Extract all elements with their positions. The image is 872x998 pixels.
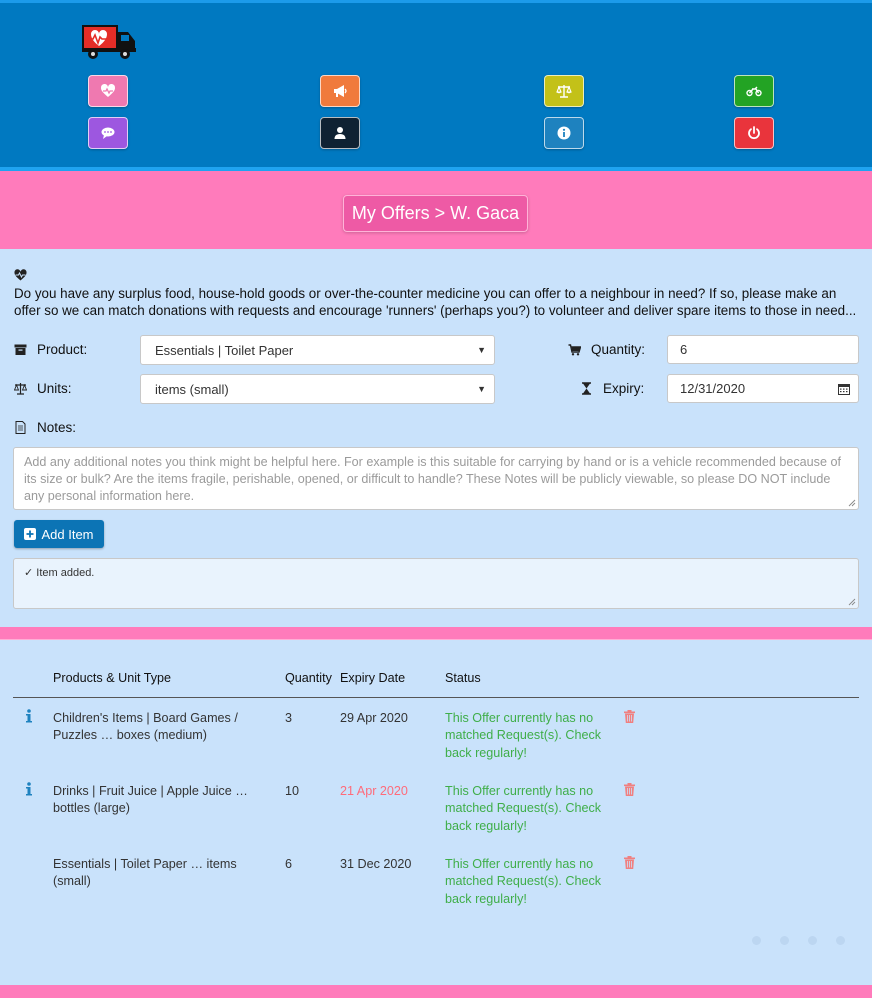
column-header-quantity: Quantity — [285, 671, 332, 685]
pager-dot[interactable] — [808, 936, 817, 945]
quantity-input-value: 6 — [680, 342, 688, 357]
notes-label-text: Notes: — [37, 420, 77, 435]
ambulance-truck-logo-icon[interactable] — [82, 24, 136, 60]
footer-band — [0, 985, 872, 998]
table-header-rule — [13, 697, 859, 698]
row-1-product: Children's Items | Board Games / Puzzles … boxes (medium) — [53, 711, 238, 743]
page-title[interactable]: My Offers > W. Gaca — [343, 195, 528, 232]
notes-textarea[interactable] — [13, 447, 859, 510]
notes-label — [14, 420, 76, 435]
nav-runners-button[interactable] — [734, 75, 774, 107]
megaphone-icon — [332, 83, 348, 99]
row-2-product: Drinks | Fruit Juice | Apple Juice … bottles (large) — [53, 784, 248, 816]
row-1-status: This Offer currently has no matched Request(s). Check back regularly! — [445, 711, 602, 760]
notes-placeholder: Add any additional notes you think might be helpful here. For example is this suitable for carrying by hand or is a vehicle recommended because of its size or bulk? Are the items fragile, perishable, opened, or difficult to handle? These Notes will be publicly viewable, so please DO NOT include any personal information here. — [24, 455, 841, 503]
nav-messages-button[interactable] — [88, 117, 128, 149]
status-message-box[interactable] — [13, 558, 859, 609]
pager-dot[interactable] — [780, 936, 789, 945]
heart-pulse-icon — [100, 83, 116, 99]
motorcycle-icon — [746, 83, 762, 99]
expiry-date-input[interactable] — [667, 374, 859, 403]
units-select[interactable] — [140, 374, 495, 404]
cart-icon — [568, 343, 581, 356]
plus-square-icon — [24, 528, 36, 540]
units-select-value: items (small) — [155, 381, 229, 397]
resize-handle-icon[interactable] — [848, 598, 856, 606]
column-header-status: Status — [445, 671, 481, 685]
add-item-button[interactable] — [14, 520, 104, 548]
archive-box-icon — [14, 343, 27, 356]
nav-requests-button[interactable] — [320, 75, 360, 107]
quantity-label — [568, 342, 645, 357]
expiry-label — [580, 381, 644, 396]
column-header-product: Products & Unit Type — [53, 671, 172, 685]
document-icon — [14, 421, 27, 434]
row-3-product: Essentials | Toilet Paper … items (small) — [53, 857, 237, 889]
expiry-date-value: 12/31/2020 — [680, 381, 746, 396]
product-label-text: Product: — [37, 342, 88, 357]
row-3-expiry: 31 Dec 2020 — [340, 857, 412, 871]
row-3-status: This Offer currently has no matched Request(s). Check back regularly! — [445, 857, 602, 906]
trash-icon[interactable] — [624, 783, 635, 796]
info-icon — [556, 125, 572, 141]
chevron-down-icon: ▼ — [477, 345, 486, 355]
row-3-quantity: 6 — [285, 857, 293, 871]
power-icon — [746, 125, 762, 141]
balance-scale-icon — [14, 382, 27, 395]
quantity-input[interactable] — [667, 335, 859, 364]
calendar-icon[interactable] — [838, 383, 850, 395]
expiry-label-text: Expiry: — [603, 381, 645, 396]
product-label — [14, 342, 87, 357]
balance-scale-icon — [556, 83, 572, 99]
row-2-expiry: 21 Apr 2020 — [340, 784, 408, 798]
info-icon[interactable] — [25, 709, 33, 723]
pager-dot[interactable] — [836, 936, 845, 945]
nav-profile-button[interactable] — [320, 117, 360, 149]
info-icon[interactable] — [25, 782, 33, 796]
section-divider — [0, 627, 872, 640]
pager-dot[interactable] — [752, 936, 761, 945]
resize-handle-icon[interactable] — [848, 499, 856, 507]
user-icon — [332, 125, 348, 141]
intro-text: Do you have any surplus food, house-hold goods or over-the-counter medicine you can offer to a neighbour in need? If so, please make an offer so we can match donations with requests and encourage 'runners' (perhaps you?) to volunteer and deliver spare items to those in need... — [14, 286, 857, 318]
column-header-expiry: Expiry Date — [340, 671, 406, 685]
add-item-label: Add Item — [41, 526, 94, 542]
row-2-status: This Offer currently has no matched Request(s). Check back regularly! — [445, 784, 602, 833]
nav-info-button[interactable] — [544, 117, 584, 149]
row-1-quantity: 3 — [285, 711, 293, 725]
product-select[interactable] — [140, 335, 495, 365]
heart-pulse-icon — [14, 269, 27, 281]
nav-offers-button[interactable] — [88, 75, 128, 107]
trash-icon[interactable] — [624, 710, 635, 723]
hourglass-icon — [580, 382, 593, 395]
units-label-text: Units: — [37, 381, 72, 396]
product-select-value: Essentials | Toilet Paper — [155, 342, 294, 358]
chevron-down-icon: ▼ — [477, 384, 486, 394]
row-1-expiry: 29 Apr 2020 — [340, 711, 408, 725]
quantity-label-text: Quantity: — [591, 342, 646, 357]
status-message: ✓ Item added. — [24, 567, 95, 579]
trash-icon[interactable] — [624, 856, 635, 869]
row-2-quantity: 10 — [285, 784, 300, 798]
nav-matches-button[interactable] — [544, 75, 584, 107]
chat-icon — [100, 125, 116, 141]
nav-logout-button[interactable] — [734, 117, 774, 149]
units-label — [14, 381, 72, 396]
